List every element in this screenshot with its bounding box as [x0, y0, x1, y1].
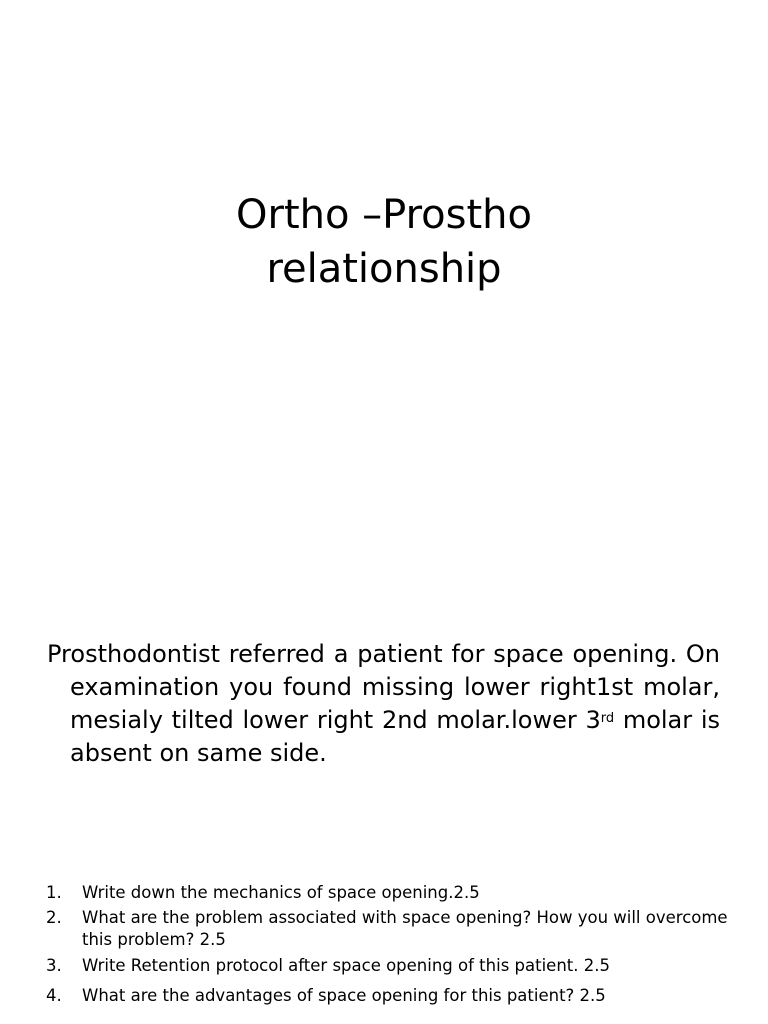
question-item	[46, 907, 736, 951]
title-line-1: Ortho –Prostho	[236, 192, 532, 238]
question-text: What are the advantages of space opening for this patient? 2.5	[82, 986, 606, 1005]
question-number: 1.	[46, 883, 62, 902]
question-number: 4.	[46, 986, 62, 1005]
title-line-2: relationship	[266, 246, 502, 292]
case-description	[47, 638, 720, 770]
case-superscript: rd	[600, 711, 615, 726]
question-text: Write down the mechanics of space opening.2.5	[82, 883, 480, 902]
case-text-end: molar is absent on same side.	[70, 706, 721, 767]
question-number: 3.	[46, 956, 62, 975]
case-text-start: Prosthodontist referred a patient for space opening. On examination you found missing lower right1st molar, mesialy tilted lower right 2nd molar.lower 3	[47, 640, 720, 734]
question-item	[46, 955, 736, 977]
question-text: What are the problem associated with space opening? How you will overcome this problem? 2.5	[82, 908, 728, 949]
question-text: Write Retention protocol after space opening of this patient. 2.5	[82, 956, 610, 975]
question-item	[46, 882, 736, 904]
question-number: 2.	[46, 908, 62, 927]
question-item	[46, 985, 736, 1007]
slide-title	[0, 188, 768, 296]
question-list	[46, 882, 736, 1007]
